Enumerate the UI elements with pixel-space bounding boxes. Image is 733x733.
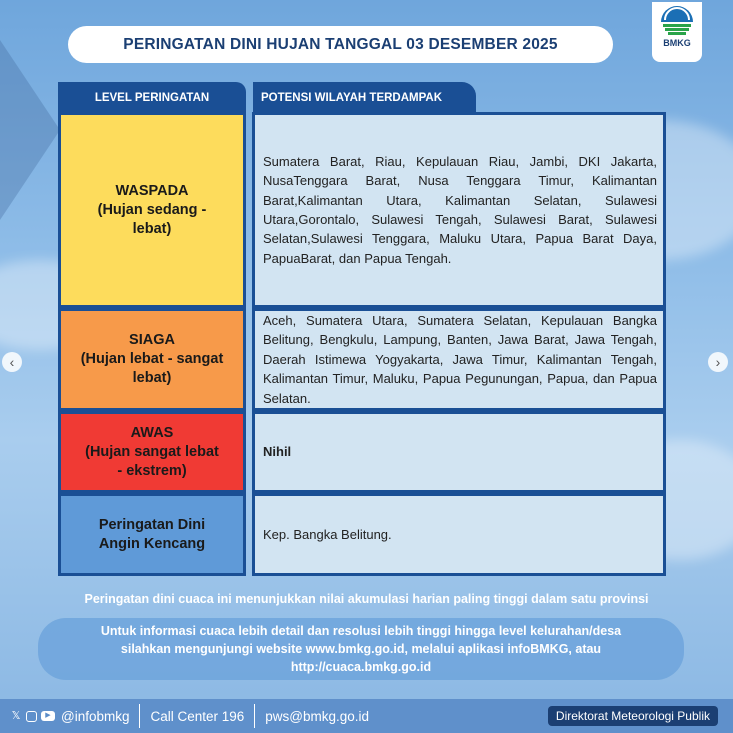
level-name: AWAS [130, 424, 174, 441]
accumulation-note: Peringatan dini cuaca ini menunjukkan nilai akumulasi harian paling tinggi dalam satu provinsi [84, 592, 649, 606]
email[interactable]: pws@bmkg.go.id [265, 708, 370, 724]
header-area: POTENSI WILAYAH TERDAMPAK [253, 82, 476, 114]
area-text: Nihil [263, 444, 292, 460]
bmkg-emblem-icon [657, 2, 697, 36]
background-triangle [0, 40, 60, 220]
level-desc: Angin Kencang [98, 535, 206, 552]
directorate-badge: Direktorat Meteorologi Publik [548, 706, 718, 726]
carousel-next-button[interactable]: › [708, 352, 728, 372]
call-center: Call Center 196 [150, 708, 245, 724]
divider [139, 704, 140, 728]
area-text: Aceh, Sumatera Utara, Sumatera Selatan, Kepulauan Bangka Belitung, Bengkulu, Lampung, Banten, Jawa Barat, Jawa Tengah, Daerah Istimewa Yogyakarta, Jawa Timur, Kalimantan Tengah, Kalimantan Timur, Maluku, Papua Pegunungan, Papua, dan Papua Selatan. [263, 312, 657, 406]
level-siaga [58, 308, 246, 411]
level-name: SIAGA [129, 332, 175, 348]
area-siaga [252, 308, 666, 411]
info-line: silahkan mengunjungi website www.bmkg.go.id, melalui aplikasi infoBMKG, atau [120, 642, 602, 656]
level-desc: lebat) [132, 370, 172, 386]
level-name: Peringatan Dini [98, 516, 206, 533]
level-desc: (Hujan sedang - [97, 201, 207, 218]
level-desc: (Hujan lebat - sangat [80, 351, 224, 367]
info-box [38, 618, 684, 680]
level-desc: - ekstrem) [117, 462, 187, 479]
level-desc: lebat) [132, 220, 172, 237]
area-awas [252, 411, 666, 493]
area-text: Sumatera Barat, Riau, Kepulauan Riau, Jambi, DKI Jakarta, NusaTenggara Barat, Nusa Tenggara Timur, Kalimantan Barat,Kalimantan Utara, Kalimantan Selatan, Sulawesi Utara,Gorontalo, Sulawesi Tengah, Sulawesi Barat, Sulawesi Selatan,Sulawesi Tenggara, Maluku Utara, Papua Barat Daya, PapuaBarat, dan Papua Tengah. [263, 153, 657, 266]
info-line: Untuk informasi cuaca lebih detail dan resolusi lebih tinggi hingga level kelurahan/desa [100, 624, 622, 638]
level-waspada [58, 112, 246, 308]
level-name: WASPADA [115, 182, 189, 199]
social-handle[interactable]: @infobmkg [61, 708, 130, 724]
page-title: PERINGATAN DINI HUJAN TANGGAL 03 DESEMBER 2025 [68, 26, 613, 63]
header-level: LEVEL PERINGATAN [58, 82, 246, 114]
level-awas [58, 411, 246, 493]
x-icon[interactable]: 𝕏 [11, 710, 21, 722]
social-icons [10, 710, 55, 722]
bmkg-logo [652, 2, 702, 62]
instagram-icon[interactable] [26, 711, 37, 722]
logo-label: BMKG [663, 38, 691, 48]
area-waspada [252, 112, 666, 308]
footer [0, 699, 733, 733]
youtube-icon[interactable]: ▶ [41, 711, 55, 721]
area-angin-kencang [252, 493, 666, 576]
level-desc: (Hujan sangat lebat [85, 443, 219, 460]
info-line: http://cuaca.bmkg.go.id [290, 660, 432, 674]
level-angin-kencang [58, 493, 246, 576]
carousel-prev-button[interactable]: ‹ [2, 352, 22, 372]
area-text: Kep. Bangka Belitung. [263, 526, 392, 542]
divider [254, 704, 255, 728]
